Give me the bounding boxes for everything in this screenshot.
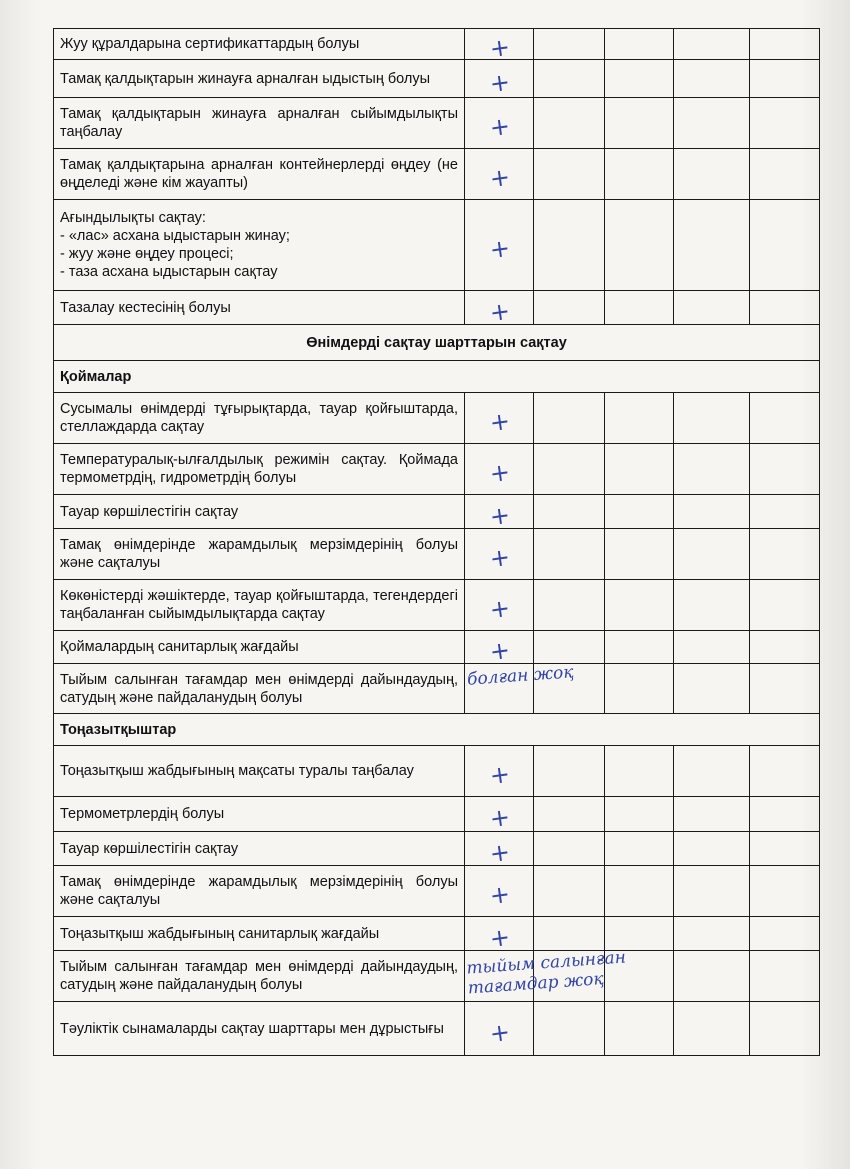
handwritten-plus-mark: +: [487, 457, 512, 489]
criterion-text: Тамақ өнімдерінде жарамдылық мерзімдерінің болуы және сақталуы: [54, 529, 465, 580]
empty-cell: [674, 1002, 750, 1056]
checklist-row: [54, 1002, 820, 1056]
criterion-text: Тамақ өнімдерінде жарамдылық мерзімдерінің болуы және сақталуы: [54, 866, 465, 917]
empty-cell: [750, 866, 820, 917]
empty-cell: [674, 746, 750, 797]
section-title: Өнімдерді сақтау шарттарын сақтау: [54, 325, 820, 361]
empty-cell: [674, 631, 750, 664]
empty-cell: [605, 291, 674, 325]
checklist-row: [54, 866, 820, 917]
empty-cell: [674, 917, 750, 951]
empty-cell: [534, 917, 605, 951]
empty-cell: [750, 60, 820, 98]
handwritten-plus-mark: +: [487, 1017, 512, 1048]
empty-cell: [750, 580, 820, 631]
assessment-cell: [465, 444, 534, 495]
handwritten-plus-mark: +: [487, 406, 512, 438]
empty-cell: [534, 529, 605, 580]
empty-cell: [534, 60, 605, 98]
criterion-text: Тыйым салынған тағамдар мен өнімдерді дайындаудың, сатудың және пайдаланудың болуы: [54, 951, 465, 1002]
criterion-text: Тәуліктік сынамаларды сақтау шарттары мен дұрыстығы: [54, 1002, 465, 1056]
checklist-row: [54, 631, 820, 664]
empty-cell: [750, 746, 820, 797]
checklist-row: [54, 664, 820, 714]
empty-cell: [534, 797, 605, 832]
empty-cell: [605, 664, 674, 714]
empty-cell: [534, 866, 605, 917]
empty-cell: [750, 29, 820, 60]
empty-cell: [534, 29, 605, 60]
checklist-row: [54, 149, 820, 200]
empty-cell: [750, 291, 820, 325]
empty-cell: [605, 393, 674, 444]
empty-cell: [605, 200, 674, 291]
handwritten-plus-mark: +: [487, 296, 512, 327]
handwritten-plus-mark: +: [487, 759, 512, 791]
empty-cell: [605, 60, 674, 98]
empty-cell: [534, 832, 605, 866]
assessment-cell: [465, 917, 534, 951]
criterion-text: Тоңазытқыш жабдығының мақсаты туралы таңбалау: [54, 746, 465, 797]
handwritten-plus-mark: +: [487, 162, 512, 194]
criterion-text: Тауар көршілестігін сақтау: [54, 832, 465, 866]
empty-cell: [534, 631, 605, 664]
assessment-cell: [465, 60, 534, 98]
empty-cell: [750, 149, 820, 200]
empty-cell: [534, 444, 605, 495]
empty-cell: [750, 917, 820, 951]
empty-cell: [534, 580, 605, 631]
empty-cell: [605, 1002, 674, 1056]
assessment-cell: [465, 797, 534, 832]
empty-cell: [605, 832, 674, 866]
criterion-text: Тыйым салынған тағамдар мен өнімдерді дайындаудың, сатудың және пайдаланудың болуы: [54, 664, 465, 714]
empty-cell: [534, 495, 605, 529]
empty-cell: [605, 495, 674, 529]
empty-cell: [534, 393, 605, 444]
handwritten-plus-mark: +: [487, 837, 512, 868]
empty-cell: [605, 631, 674, 664]
empty-cell: [605, 149, 674, 200]
handwritten-note: тыйым салынған тағамдар жоқ: [465, 947, 627, 999]
empty-cell: [534, 149, 605, 200]
criterion-text: Тамақ қалдықтарын жинауға арналған ыдыстың болуы: [54, 60, 465, 98]
assessment-cell: [465, 149, 534, 200]
assessment-cell: [465, 1002, 534, 1056]
handwritten-plus-mark: +: [487, 593, 512, 625]
checklist-row: [54, 529, 820, 580]
empty-cell: [674, 149, 750, 200]
empty-cell: [605, 917, 674, 951]
criterion-text: Тазалау кестесінің болуы: [54, 291, 465, 325]
empty-cell: [750, 1002, 820, 1056]
assessment-cell: [465, 746, 534, 797]
empty-cell: [605, 866, 674, 917]
handwritten-plus-mark: +: [487, 802, 512, 834]
empty-cell: [674, 98, 750, 149]
empty-cell: [750, 797, 820, 832]
handwritten-plus-mark: +: [487, 922, 512, 953]
empty-cell: [674, 832, 750, 866]
empty-cell: [750, 631, 820, 664]
empty-cell: [605, 797, 674, 832]
criterion-text: Тоңазытқыш жабдығының санитарлық жағдайы: [54, 917, 465, 951]
empty-cell: [605, 29, 674, 60]
criterion-text: Қоймалардың санитарлық жағдайы: [54, 631, 465, 664]
empty-cell: [534, 1002, 605, 1056]
empty-cell: [750, 444, 820, 495]
assessment-cell: [465, 98, 534, 149]
empty-cell: [674, 291, 750, 325]
handwritten-plus-mark: +: [487, 542, 512, 574]
empty-cell: [750, 98, 820, 149]
empty-cell: [750, 951, 820, 1002]
checklist-row: [54, 60, 820, 98]
assessment-cell: [465, 29, 534, 64]
empty-cell: [534, 291, 605, 325]
empty-cell: [674, 200, 750, 291]
empty-cell: [605, 529, 674, 580]
criterion-text: Көкөністерді жәшіктерде, тауар қойғыштарда, тегендердегі таңбаланған сыйымдылықтарда сақтау: [54, 580, 465, 631]
empty-cell: [674, 866, 750, 917]
checklist-row: [54, 917, 820, 951]
assessment-cell: [465, 631, 534, 667]
empty-cell: [750, 393, 820, 444]
handwritten-note: болған жоқ: [466, 662, 575, 690]
criterion-text: Тауар көршілестігін сақтау: [54, 495, 465, 529]
assessment-cell: [465, 580, 534, 631]
assessment-cell: [465, 291, 534, 325]
assessment-cell: [465, 495, 534, 529]
criterion-text: Температуралық-ылғалдылық режимін сақтау. Қоймада термометрдің, гидрометрдің болуы: [54, 444, 465, 495]
subsection-heading-row: [54, 714, 820, 746]
checklist-row: [54, 444, 820, 495]
assessment-cell: [465, 200, 534, 291]
handwritten-plus-mark: +: [487, 32, 512, 64]
empty-cell: [605, 444, 674, 495]
empty-cell: [674, 529, 750, 580]
assessment-cell: [465, 832, 534, 866]
checklist-row: [54, 495, 820, 529]
checklist-row: [54, 291, 820, 325]
subsection-title: Қоймалар: [54, 361, 820, 393]
criterion-text: Термометрлердің болуы: [54, 797, 465, 832]
checklist-row: [54, 580, 820, 631]
checklist-row: [54, 393, 820, 444]
handwritten-plus-mark: +: [487, 879, 512, 911]
empty-cell: [674, 951, 750, 1002]
inspection-checklist-table: [53, 28, 820, 1056]
checklist-row: [54, 746, 820, 797]
empty-cell: [674, 444, 750, 495]
checklist-row: [54, 29, 820, 60]
handwritten-plus-mark: +: [487, 111, 512, 143]
checklist-row: [54, 200, 820, 291]
assessment-cell: [465, 866, 534, 917]
checklist-row: [54, 797, 820, 832]
criterion-text: Сусымалы өнімдерді тұғырықтарда, тауар қойғыштарда, стеллаждарда сақтау: [54, 393, 465, 444]
empty-cell: [534, 746, 605, 797]
empty-cell: [534, 98, 605, 149]
checklist-row: [54, 98, 820, 149]
checklist-row: [54, 951, 820, 1002]
subsection-heading-row: [54, 361, 820, 393]
empty-cell: [674, 797, 750, 832]
empty-cell: [750, 832, 820, 866]
empty-cell: [750, 529, 820, 580]
handwritten-plus-mark: +: [487, 67, 512, 98]
empty-cell: [605, 580, 674, 631]
empty-cell: [750, 664, 820, 714]
empty-cell: [674, 60, 750, 98]
handwritten-plus-mark: +: [487, 635, 512, 667]
handwritten-plus-mark: +: [487, 500, 512, 531]
subsection-title: Тоңазытқыштар: [54, 714, 820, 746]
empty-cell: [605, 746, 674, 797]
handwritten-plus-mark: +: [487, 233, 512, 265]
criterion-text: Ағындылықты сақтау: - «лас» асхана ыдыстарын жинау; - жуу және өңдеу процесі; - таза асхана ыдыстарын сақтау: [54, 200, 465, 291]
empty-cell: [674, 393, 750, 444]
section-heading-row: [54, 325, 820, 361]
empty-cell: [674, 580, 750, 631]
empty-cell: [534, 200, 605, 291]
criterion-text: Жуу құралдарына сертификаттардың болуы: [54, 29, 465, 60]
checklist-row: [54, 832, 820, 866]
assessment-cell: [465, 662, 575, 714]
empty-cell: [750, 200, 820, 291]
assessment-cell: [465, 947, 627, 1002]
criterion-text: Тамақ қалдықтарына арналған контейнерлерді өңдеу (не өңделеді және кім жауапты): [54, 149, 465, 200]
assessment-cell: [465, 529, 534, 580]
empty-cell: [605, 98, 674, 149]
empty-cell: [674, 664, 750, 714]
empty-cell: [674, 29, 750, 60]
empty-cell: [674, 495, 750, 529]
empty-cell: [750, 495, 820, 529]
assessment-cell: [465, 393, 534, 444]
criterion-text: Тамақ қалдықтарын жинауға арналған сыйымдылықты таңбалау: [54, 98, 465, 149]
